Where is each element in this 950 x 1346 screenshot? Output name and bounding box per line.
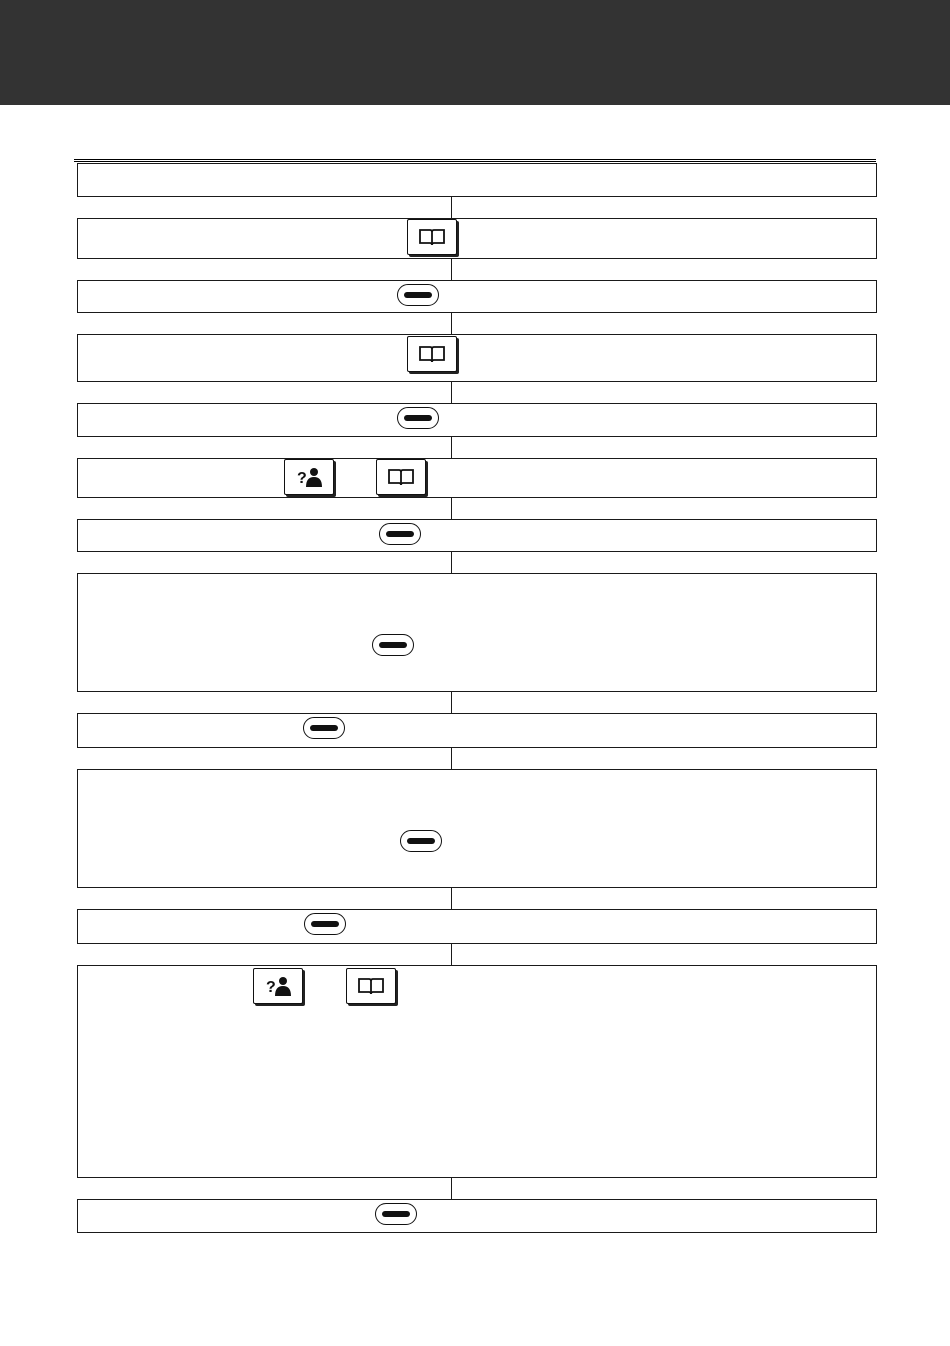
flow-step-12 [77,965,877,1178]
book-icon [346,968,396,1004]
flow-step-7 [77,519,877,552]
flow-step-13 [77,1199,877,1233]
top-rule [74,159,876,160]
connector [451,197,452,218]
flow-step-5 [77,403,877,437]
enter-key-icon [304,913,346,935]
connector [451,1178,452,1199]
enter-key-icon [400,830,442,852]
enter-key-icon [372,634,414,656]
help-person-icon [284,459,334,495]
flow-step-4 [77,334,877,382]
connector [451,552,452,573]
book-icon [407,336,457,372]
enter-key-icon [397,407,439,429]
connector [451,437,452,458]
flow-step-8 [77,573,877,692]
header-bar [0,0,950,105]
enter-key-icon [379,523,421,545]
enter-key-icon [397,284,439,306]
enter-key-icon [375,1203,417,1225]
top-rule-inner [74,161,876,162]
connector [451,498,452,519]
flow-step-6 [77,458,877,498]
flow-step-2 [77,218,877,259]
enter-key-icon [303,717,345,739]
svg-text:?: ? [297,470,307,487]
connector [451,944,452,965]
flow-step-11 [77,909,877,944]
connector [451,692,452,713]
flow-step-10 [77,769,877,888]
connector [451,259,452,280]
connector [451,748,452,769]
flow-step-1 [77,163,877,197]
flow-step-9 [77,713,877,748]
svg-text:?: ? [266,979,276,996]
flow-step-3 [77,280,877,313]
connector [451,888,452,909]
book-icon [376,459,426,495]
connector [451,313,452,334]
book-icon [407,219,457,255]
connector [451,382,452,403]
help-person-icon [253,968,303,1004]
